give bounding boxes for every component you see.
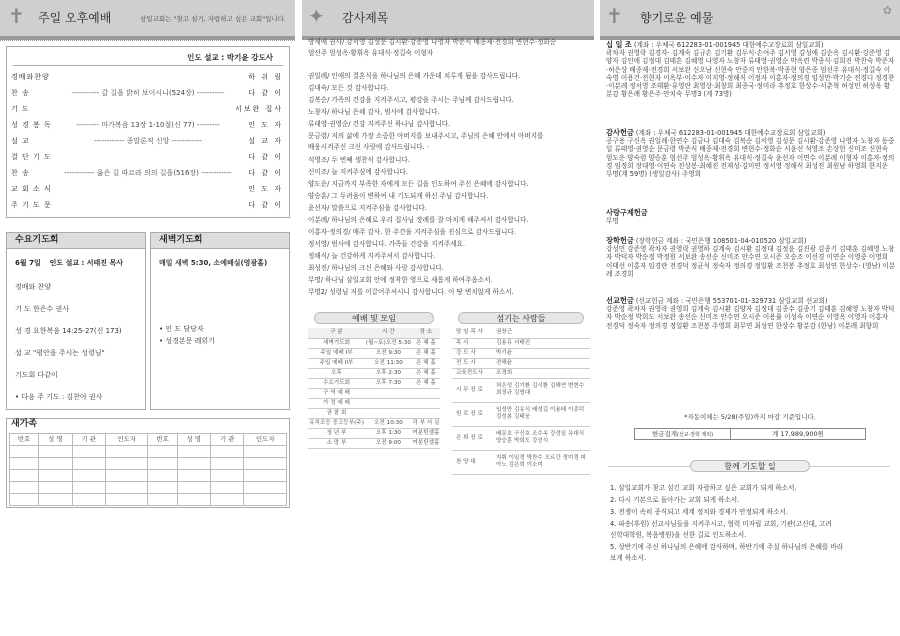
order-right: 다 같 이 bbox=[248, 169, 283, 177]
order-row bbox=[11, 185, 283, 197]
col-header: 인도자 bbox=[105, 434, 148, 446]
offering-tithe bbox=[606, 40, 896, 99]
prayer-item: 보게 하소서. bbox=[610, 554, 647, 562]
thanks-line: 양도운/ 지금까지 부족한 자에게 모든 길을 인도하여 주신 은혜에 감사합니다. bbox=[308, 180, 529, 188]
wednesday-prayer-box bbox=[6, 232, 146, 410]
order-key: 기 도 bbox=[11, 105, 30, 113]
wednesday-scripture: 성 경 요한복음 14:25-27(신 173) bbox=[15, 327, 122, 335]
offering-names: 곽차자 권영락 김경자· 김계숙 김규손 김기환 김두식·손여주 김서영 김성애 김순옥 김시환·강준영 김양자 김인애 김정대 김태흔 김혜영 나영자 노창자 류태영·권영순 박옥련 박종식·김희진 박찬숙 박준자·허은상 배종제·전경희 서보완 신오남 신현숙 안중지 안한복·박종현 양은종 엄선주 유대식·정길숙 이숙영 이용건·전현자 이옥부·이수자 이지영·정해식 이정자 이홍자·정의경 임성만·박기순 전경디 정경찬·이분례 정서영 조태환·유영란 최영상·최창희 최종국·정미라 추정호 한상수·서춘혁 허성민 허성욱 황분감 황은례 황은주·안치숙 무명3 (계 73명) bbox=[606, 49, 895, 99]
table-row: 찬 양 대 지휘 이일경 박찬수 오르간 정미경 피아노 김은희 이소미 bbox=[452, 450, 590, 474]
offering-names: 무명 bbox=[606, 217, 619, 226]
new-family-table bbox=[9, 433, 287, 506]
header-title: 주일 오후예배 bbox=[38, 11, 112, 25]
header-afternoon bbox=[0, 0, 295, 36]
col-header: 시 간 bbox=[365, 328, 412, 338]
order-right: 인 도 자 bbox=[248, 185, 283, 193]
auto-transfer-note: *자동이체는 5/28(주일)까지 마감 기준입니다. bbox=[684, 413, 816, 421]
table-row: 강 도 사 박기윤 bbox=[452, 348, 590, 358]
thanks-line: 무명/ 하나님 삼일교회 안에 정착한 영으로 새롭게 하여주옵소서. bbox=[308, 276, 493, 284]
table-row: 목 사 김용유 서태진 bbox=[452, 338, 590, 348]
col-header: 번호 bbox=[148, 434, 177, 446]
order-row bbox=[11, 121, 283, 133]
prayer-item: 5. 상반기에 주신 하나님의 은혜에 감사하며, 하반기에 주실 하나님의 은혜를 바라 bbox=[610, 543, 844, 551]
prayer-item: 신학대학원, 복음병원)을 선한 길로 인도하소서. bbox=[610, 531, 747, 539]
order-right: 설 교 자 bbox=[248, 137, 283, 145]
wednesday-prayer: 기 도 한은수 권사 bbox=[15, 305, 70, 313]
column-offerings bbox=[600, 0, 900, 636]
servants-table bbox=[452, 328, 590, 475]
thanks-line: 노창자/ 하나님 은혜 감사, 범사에 감사합니다. bbox=[308, 108, 440, 116]
offering-name: 사랑구제헌금 bbox=[606, 208, 648, 217]
offering-thanks bbox=[606, 128, 896, 178]
table-row: 유치조등 중고등부(주) 오전 10:30 각 부 서 실 bbox=[308, 418, 440, 428]
header-offerings bbox=[600, 0, 900, 36]
order-mid: ------------ 옳은 길 따르라 의의 길을(516장) ------------ bbox=[64, 169, 232, 177]
col-header: 성 명 bbox=[39, 434, 72, 446]
order-right: 다 같 이 bbox=[248, 89, 283, 97]
column-thanksgiving bbox=[302, 0, 594, 636]
table-row: 청 년 부 오후 1:30 여분틴셀홀 bbox=[308, 428, 440, 438]
offering-mission bbox=[606, 296, 896, 330]
table-row: 은 퇴 장 로 배문호 구신호 조수옥 강성일 유대식 양승훈 박희도 강선식 bbox=[452, 426, 590, 450]
table-row: 주일 예배 II부 오전 11:30 은 혜 홀 bbox=[308, 358, 440, 368]
table-row bbox=[10, 470, 287, 482]
prayer-item: 4. 파송(후원) 선교사님들을 지켜주시고, 협력 미자립 교회, 기관(고신대, 고려 bbox=[610, 520, 832, 528]
offering-names: 공구용 구신옥 권일례·한연수 김금나 김대숙 김복순 김서영 김성문 김시환·강준영 나영자 노창자 동중일 류태영·권영순 문금령 박준식 배종제·전경희 변현수·정화순 서윤선 석영조 손상헌 신미조 신현숙 엄도운 양숙렴 양승훈 엄선주 엄성옥·황휘옥 유대식·정길숙 윤선자 이면수 이분례 이형자 이홍자·정의경 임정희 장대영·이연숙 전상봉·최혜진 전재성·김미연 정서영 정해식 최성진 최원남 하영희 한지운 무명(계 59명) (생일감사) 주영희 bbox=[606, 137, 895, 179]
thanks-line: 김복순/ 가족의 건강을 지켜주시고, 평강을 주시는 주님께 감사드립니다. bbox=[308, 96, 514, 104]
table-row: 전 도 사 전해윤 bbox=[452, 358, 590, 368]
order-mid: ------------ 종말론적 신앙 ------------ bbox=[94, 137, 202, 145]
thanks-line: 무명2/ 성령님 저를 이끌어주셔시니 감사합니다. 이 땅 변치않게 하소서. bbox=[308, 288, 514, 296]
dawn-title: 새벽기도회 bbox=[151, 233, 289, 249]
order-right: 다 같 이 bbox=[248, 153, 283, 161]
order-right: 다 같 이 bbox=[248, 201, 283, 209]
col-header: 성 명 bbox=[177, 434, 210, 446]
schedule-title: 예배 및 모임 bbox=[314, 312, 434, 324]
order-key: 설 교 bbox=[11, 137, 30, 145]
thanks-line: 최성진/ 하나님의 크신 은혜와 사랑 감사합니다. bbox=[308, 264, 444, 272]
dawn-scripture: • 성경본문 레위기 bbox=[159, 337, 215, 345]
col-header: 기 관 bbox=[211, 434, 244, 446]
wednesday-title: 수요기도회 bbox=[7, 233, 145, 249]
offering-name: 장학헌금 bbox=[606, 236, 634, 245]
order-right: 인 도 자 bbox=[248, 121, 283, 129]
col-header: 인도자 bbox=[244, 434, 287, 446]
cash-sub: (선교·장학 제외) bbox=[677, 432, 714, 438]
prayer-item: 1. 삼일교회가 찾고 섬긴 교회 자랑하고 싶은 교회가 되게 하소서. bbox=[610, 484, 797, 492]
table-row: 담 임 목 사 권창근 bbox=[452, 328, 590, 338]
order-key: 교 회 소 식 bbox=[11, 185, 52, 193]
order-key: 경배와찬양 bbox=[11, 73, 50, 81]
order-mid bbox=[73, 185, 223, 197]
wednesday-date-line bbox=[15, 259, 123, 268]
table-row bbox=[10, 482, 287, 494]
offering-account: (계좌 : 우체국 612283-01-001945 대한예수교장로회 삼일교회) bbox=[633, 41, 824, 49]
order-key: 찬 송 bbox=[11, 169, 30, 177]
offering-name: 선교헌금 bbox=[606, 296, 634, 305]
offering-account: (계좌 : 우체국 612283-01-001945 대한예수교장로회 삼일교회) bbox=[635, 129, 826, 137]
order-mid bbox=[73, 153, 223, 165]
prayer-title: 함께 기도할 일 bbox=[690, 460, 810, 472]
col-header: 장 소 bbox=[412, 328, 440, 338]
header-thanksgiving bbox=[302, 0, 594, 36]
order-row bbox=[11, 153, 283, 165]
thanks-line: 엄선주 엄성옥·황휘옥 유대식·정길숙 이형자 bbox=[308, 49, 434, 57]
wednesday-sermon: 설 교 "평안을 주시는 성령님" bbox=[15, 349, 105, 357]
thanks-line: 방세애 권사/ 강서영 김성문 김시환·강준영 나영자 박준식 배종제·전경희 변현수·정화순 bbox=[308, 38, 557, 46]
order-row bbox=[11, 89, 283, 101]
worship-order-box bbox=[6, 46, 290, 218]
schedule-section bbox=[308, 312, 440, 449]
order-key: 성 경 봉 독 bbox=[11, 121, 52, 129]
thanks-line: 이홍자·정의경/ 매주 감사. 한 주간을 지켜주심을 진심으로 감사드립니다. bbox=[308, 228, 516, 236]
order-row bbox=[11, 137, 283, 149]
table-row: 가 정 예 배 bbox=[308, 398, 440, 408]
order-mid bbox=[73, 105, 223, 117]
order-row bbox=[11, 169, 283, 181]
wednesday-leader: 인도 설교 : 서태진 목사 bbox=[49, 259, 124, 267]
thanks-line: 이분례/ 하나님의 은혜로 우리 집사님 장례를 잘 마치게 해주셔서 감사합니다. bbox=[308, 216, 529, 224]
cash-total-box bbox=[634, 428, 866, 440]
table-row: 오후 오후 2:30 은 혜 홀 bbox=[308, 368, 440, 378]
dawn-time: 매일 새벽 5:30, 소예배실(영광홀) bbox=[159, 259, 268, 267]
order-right: 서보완 집사 bbox=[234, 105, 283, 113]
table-row bbox=[10, 458, 287, 470]
order-right: 하 쉬 림 bbox=[248, 73, 283, 81]
cash-label-cell bbox=[635, 429, 731, 439]
table-row: 구 역 예 배 bbox=[308, 388, 440, 398]
col-header: 구 분 bbox=[308, 328, 365, 338]
order-mid bbox=[73, 201, 223, 213]
dove-icon: ✦ bbox=[308, 4, 325, 28]
table-row: 수요기도회 오후 7:30 은 혜 홀 bbox=[308, 378, 440, 388]
offering-account: (선교헌금 계좌 : 국민은행 553701-01-329731 삼일교회 선교회) bbox=[635, 297, 828, 305]
cross-icon: ✝ bbox=[606, 4, 623, 28]
table-row bbox=[10, 494, 287, 506]
table-row: 주일 예배 I부 오전 9:30 은 혜 홀 bbox=[308, 348, 440, 358]
offering-name: 감사헌금 bbox=[606, 128, 634, 137]
wednesday-praise: 경배와 찬양 bbox=[15, 283, 52, 291]
offering-scholarship bbox=[606, 236, 896, 278]
thanks-line: 정해식/ 늘 건강하게 지켜주셔서 감사합니다. bbox=[308, 252, 436, 260]
divider bbox=[0, 40, 295, 41]
wednesday-next: • 다음 주 기도 : 김찬아 권사 bbox=[15, 393, 103, 401]
order-key: 결 단 기 도 bbox=[11, 153, 52, 161]
header-subtitle: 삼일교회는 "찾고 섬기, 자랑하고 싶은 교회"입니다. bbox=[140, 15, 287, 23]
table-row: 권 찰 회 bbox=[308, 408, 440, 418]
wednesday-date: 6월 7일 bbox=[15, 259, 41, 267]
thanks-line: 양승훈/ 그 두려움이 변하여 내 기도되게 하신 주님 감사합니다. bbox=[308, 192, 489, 200]
order-mid: --------- 마가복음 13장 1-10절(신 77) --------- bbox=[76, 121, 220, 129]
table-row: 소 망 부 오전 9:00 여분틴셀홀 bbox=[308, 438, 440, 448]
prayer-item: 3. 전쟁이 속히 종식되고 세계 정치와 경제가 안정되게 하소서. bbox=[610, 508, 789, 516]
divider bbox=[13, 65, 283, 66]
order-row bbox=[11, 201, 283, 213]
cash-label: 현금집계 bbox=[651, 430, 678, 438]
prayer-item: 2. 다시 기본으로 돌아가는 교회 되게 하소서. bbox=[610, 496, 740, 504]
header-title: 감사제목 bbox=[342, 11, 389, 25]
flower-icon: ✿ bbox=[882, 4, 892, 17]
cash-total: 계 17,989,900원 bbox=[772, 430, 824, 438]
table-row: 원 로 장 로 임성만 김유식 배성길 이용태 이종덕 김성봉 김태웅 bbox=[452, 402, 590, 426]
table-row bbox=[10, 446, 287, 458]
thanks-line: 석영조/ 두 번째 생찬식 감사합니다. bbox=[308, 156, 410, 164]
table-row: 교육전도사 조경희 bbox=[452, 368, 590, 378]
dawn-leader: • 인 도 담당자 bbox=[159, 325, 204, 333]
offering-account: (장학헌금 계좌 : 국민은행 108501-04-010520 삼일교회) bbox=[635, 237, 807, 245]
order-key: 주 기 도 문 bbox=[11, 201, 52, 209]
col-header: 번호 bbox=[10, 434, 39, 446]
column-afternoon-service bbox=[0, 0, 295, 636]
servants-section bbox=[452, 312, 590, 475]
order-mid: ----------- 갈 길을 밝히 보이시니(524장) ----------- bbox=[71, 89, 225, 97]
thanks-line: 신미조/ 늘 지켜주심에 감사합니다. bbox=[308, 168, 408, 176]
schedule-table bbox=[308, 328, 440, 449]
thanks-line: 류태영·권영순/ 건강 지켜주신 하나님 감사합니다. bbox=[308, 120, 451, 128]
order-mid bbox=[73, 73, 223, 85]
thanks-line: 김대숙/ 모든 것 감사합니다. bbox=[308, 84, 389, 92]
col-header: 기 관 bbox=[72, 434, 105, 446]
order-row bbox=[11, 105, 283, 117]
dawn-prayer-box bbox=[150, 232, 290, 410]
table-row: 시 무 장 로 허은성 김기환 김시환 김해연 변현수 최정규 김영대 bbox=[452, 378, 590, 402]
thanks-line: 문금령/ 저의 삶에 가장 소중한 아버지를 보내주시고, 주님의 은혜 안에서 아버지를 bbox=[308, 132, 544, 140]
thanks-line: 권일례/ 인애의 결혼식을 하나님의 은혜 가운데 치루게 됨을 감사드립니다. bbox=[308, 72, 521, 80]
new-family-box bbox=[6, 418, 290, 508]
table-header-row bbox=[308, 328, 440, 338]
table-row: 새벽기도회 (월~토)오전 5:30 은 혜 홀 bbox=[308, 338, 440, 348]
service-leader: 인도 설교 : 박기윤 강도사 bbox=[187, 53, 273, 62]
order-key: 찬 송 bbox=[11, 89, 30, 97]
order-row bbox=[11, 73, 283, 85]
table-header-row bbox=[10, 434, 287, 446]
thanks-line: 윤선자/ 말씀으로 지켜주심을 감사합니다. bbox=[308, 204, 427, 212]
offering-names: 강준영 곽차자 권영락 권영희 김계숙 김시환 김양자 김정대 김종수 김종기 김태훈 김혜영 노창자 박덕자 박순정 박희도 서보완 송선순 신미조 안수연 오시준 이용률 이성숙 이연순 이영옥 이영자 이홍자 전경덕 정숙자 정의경 정일환 조천봉 주영희 최무연 최성연 한상수 황분감 (한남) 이분례 최향희 bbox=[606, 305, 895, 330]
new-family-title: 새가족 bbox=[11, 419, 38, 429]
offering-names: 강성민 강준영 곽차자 권영락 권영하 김계숙 김시환 김정대 김정윤 김진광 김종기 김태훈 김혜영 노창자 박덕자 박순정 박정원 서보완 송선순 신미조 안수연 오시준 오승조 이선경 이연순 이영중 이영희 이태선 이홍자 임경란 전경덕 정균석 정숙자 정의경 정일환 조천봉 추정호 최성연 한상수· (영남) 이분례 조경희 bbox=[606, 245, 896, 278]
thanks-line: 정서영/ 범사에 감사합니다. 가족들 건강을 지켜주세요. bbox=[308, 240, 466, 248]
servants-title: 섬기는 사람들 bbox=[458, 312, 584, 324]
offering-relief bbox=[606, 208, 896, 225]
wednesday-closing: 기도회 다같이 bbox=[15, 371, 58, 379]
offering-name: 십 일 조 bbox=[606, 40, 632, 49]
thanks-line: 배웅시켜주신 크신 사랑에 감사드립니다. · bbox=[308, 143, 429, 151]
header-title: 향기로운 예물 bbox=[640, 11, 714, 25]
cross-icon: ✝ bbox=[8, 4, 25, 28]
